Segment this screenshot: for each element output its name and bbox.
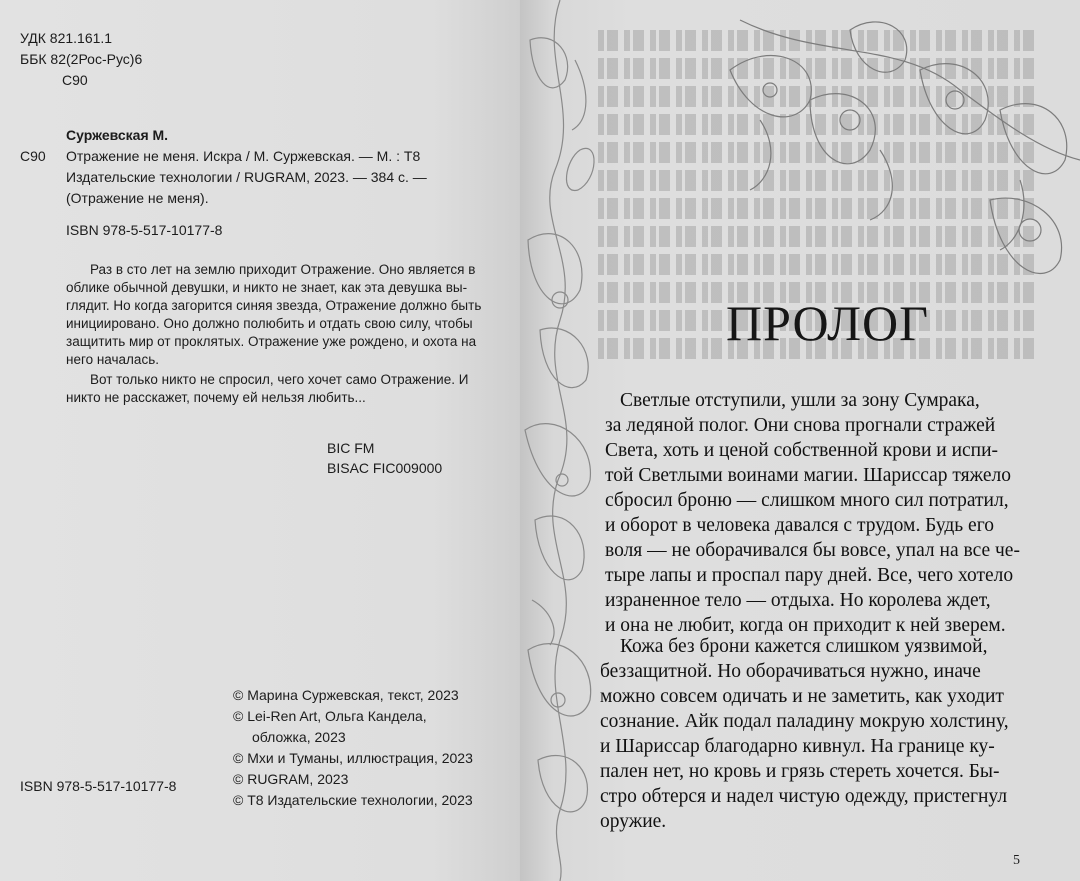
text-line: оружие. — [600, 811, 667, 832]
author-sign-code: С90 — [62, 72, 88, 88]
text-line: той Светлыми воинами магии. Шариссар тяжело — [605, 465, 1012, 486]
text-line: стро обтерся и надел чистую одежду, пристегнул — [600, 786, 1008, 807]
floral-border-illustration — [520, 0, 600, 881]
bic-code: BIC FM — [327, 440, 375, 456]
text-line: Света, хоть и ценой собственной крови и испи- — [605, 440, 999, 461]
abstract-line: Раз в сто лет на землю приходит Отражение. Оно является в — [90, 262, 476, 277]
udk-code: УДК 821.161.1 — [20, 30, 113, 46]
text-line: Кожа без брони кажется слишком уязвимой, — [620, 636, 988, 657]
copyright-line: © RUGRAM, 2023 — [233, 771, 349, 787]
text-line: и Шариссар благодарно кивнул. На границе ку- — [600, 736, 995, 757]
copyright-line: © Мхи и Туманы, иллюстрация, 2023 — [233, 750, 473, 766]
biblio-line: Издательские технологии / RUGRAM, 2023. — 384 с. — — [66, 169, 427, 185]
abstract-line: Вот только никто не спросил, чего хочет само Отражение. И — [90, 372, 469, 387]
biblio-line: (Отражение не меня). — [66, 190, 209, 206]
bisac-code: BISAC FIC009000 — [327, 460, 443, 476]
author-heading: Суржевская М. — [66, 127, 169, 143]
page-number: 5 — [1013, 853, 1020, 868]
author-sign-code-side: С90 — [20, 148, 46, 164]
text-line: за ледяной полог. Они снова прогнали стражей — [605, 415, 996, 436]
text-line: воля — не оборачивался бы вовсе, упал на все че- — [605, 540, 1020, 561]
biblio-line: Отражение не меня. Искра / М. Суржевская. — М. : Т8 — [66, 148, 421, 164]
copyright-line: © Т8 Издательские технологии, 2023 — [233, 792, 473, 808]
bbk-code: ББК 82(2Рос-Рус)6 — [20, 51, 143, 67]
text-line: беззащитной. Но оборачиваться нужно, иначе — [600, 661, 981, 682]
abstract-line: инициировано. Оно должно полюбить и отдать свою силу, чтобы — [66, 316, 473, 331]
text-line: и оборот в человека давался с трудом. Будь его — [605, 515, 994, 536]
copyright-line: обложка, 2023 — [252, 729, 346, 745]
isbn: ISBN 978-5-517-10177-8 — [66, 222, 223, 238]
abstract-line: защитить мир от проклятых. Отражение уже рождено, и охота на — [66, 334, 477, 349]
text-line: можно совсем одичать и не заметить, как уходит — [600, 686, 1004, 707]
abstract-line: него началась. — [66, 352, 159, 367]
abstract-line: глядит. Но когда загорится синяя звезда, Отражение должно быть — [66, 298, 482, 313]
text-line: и она не любит, когда он приходит к ней зверем. — [605, 615, 1006, 636]
abstract-line: облике обычной девушки, и никто не знает, как эта девушка вы- — [66, 280, 468, 295]
text-line: израненное тело — отдыха. Но королева ждет, — [605, 590, 991, 611]
text-line: сбросил броню — слишком много сил потратил, — [605, 490, 1009, 511]
text-line: пален нет, но кровь и грязь стереть хочется. Бы- — [600, 761, 1000, 782]
text-line: тыре лапы и проспал пару дней. Все, чего хотело — [605, 565, 1014, 586]
text-line: сознание. Айк подал паладину мокрую холстину, — [600, 711, 1009, 732]
copyright-line: © Lei-Ren Art, Ольга Кандела, — [233, 708, 427, 724]
text-line: Светлые отступили, ушли за зону Сумрака, — [620, 390, 980, 411]
chapter-title: ПРОЛОГ — [726, 295, 930, 351]
floral-corner-illustration — [700, 0, 1080, 300]
abstract-line: никто не расскажет, почему ей нельзя любить... — [66, 390, 366, 405]
copyright-line: © Марина Суржевская, текст, 2023 — [233, 687, 459, 703]
isbn-bottom: ISBN 978-5-517-10177-8 — [20, 778, 177, 794]
